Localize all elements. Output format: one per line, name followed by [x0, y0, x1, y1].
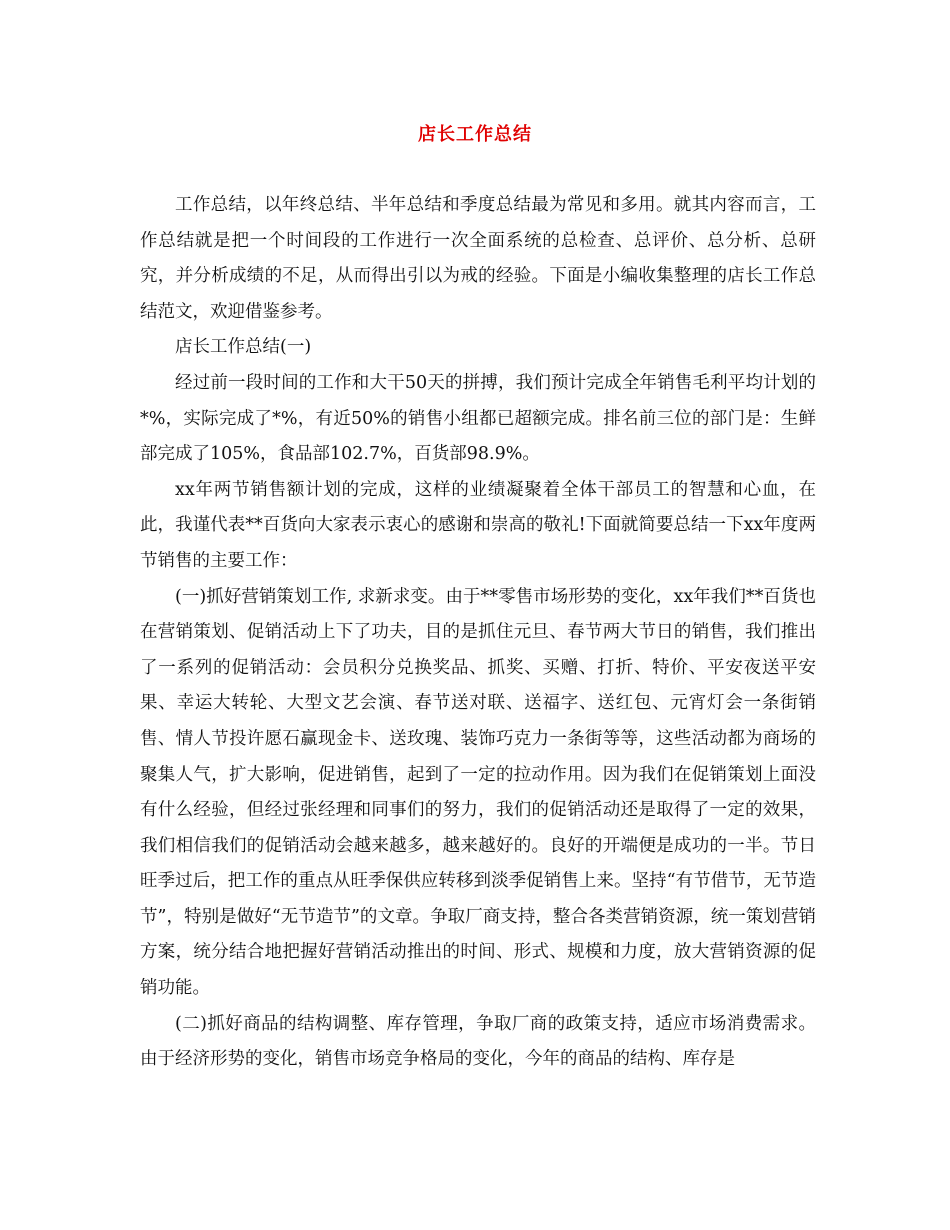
body-paragraph: xx年两节销售额计划的完成，这样的业绩凝聚着全体干部员工的智慧和心血，在此，我谨代表**百货向大家表示衷心的感谢和崇高的敬礼!下面就简要总结一下xx年度两节销售的主要工作：	[140, 479, 816, 571]
body-paragraph: (二)抓好商品的结构调整、库存管理，争取厂商的政策支持，适应市场消费需求。由于经济形势的变化，销售市场竞争格局的变化，今年的商品的结构、库存是	[140, 1013, 816, 1070]
document-title: 店长工作总结	[418, 124, 532, 145]
document-body	[140, 188, 816, 1078]
body-paragraph: (一)抓好营销策划工作, 求新求变。由于**零售市场形势的变化，xx年我们**百货也在营销策划、促销活动上下了功夫，目的是抓住元旦、春节两大节日的销售，我们推出了一系列的促销活动：会员积分兑换奖品、抓奖、买赠、打折、特价、平安夜送平安果、幸运大转轮、大型文艺会演、春节送对联、送福字、送红包、元宵灯会一条街销售、情人节投许愿石赢现金卡、送玫瑰、装饰巧克力一条街等等，这些活动都为商场的聚集人气，扩大影响，促进销售，起到了一定的拉动作用。因为我们在促销策划上面没有什么经验，但经过张经理和同事们的努力，我们的促销活动还是取得了一定的效果，我们相信我们的促销活动会越来越多，越来越好的。良好的开端便是成功的一半。节日旺季过后，把工作的重点从旺季保供应转移到淡季促销售上来。坚持“有节借节，无节造节”，特别是做好“无节造节”的文章。争取厂商支持，整合各类营销资源，统一策划营销方案，统分结合地把握好营销活动推出的时间、形式、规模和力度，放大营销资源的促销功能。	[140, 586, 816, 999]
section-heading: 店长工作总结(一)	[175, 337, 312, 358]
intro-paragraph: 工作总结，以年终总结、半年总结和季度总结最为常见和多用。就其内容而言，工作总结就是把一个时间段的工作进行一次全面系统的总检查、总评价、总分析、总研究，并分析成绩的不足，从而得出引以为戒的经验。下面是小编收集整理的店长工作总结范文，欢迎借鉴参考。	[140, 195, 816, 322]
body-paragraph: 经过前一段时间的工作和大干50天的拼搏，我们预计完成全年销售毛利平均计划的*%，实际完成了*%，有近50%的销售小组都已超额完成。排名前三位的部门是：生鲜部完成了105%，食品部102.7%，百货部98.9%。	[140, 372, 816, 465]
